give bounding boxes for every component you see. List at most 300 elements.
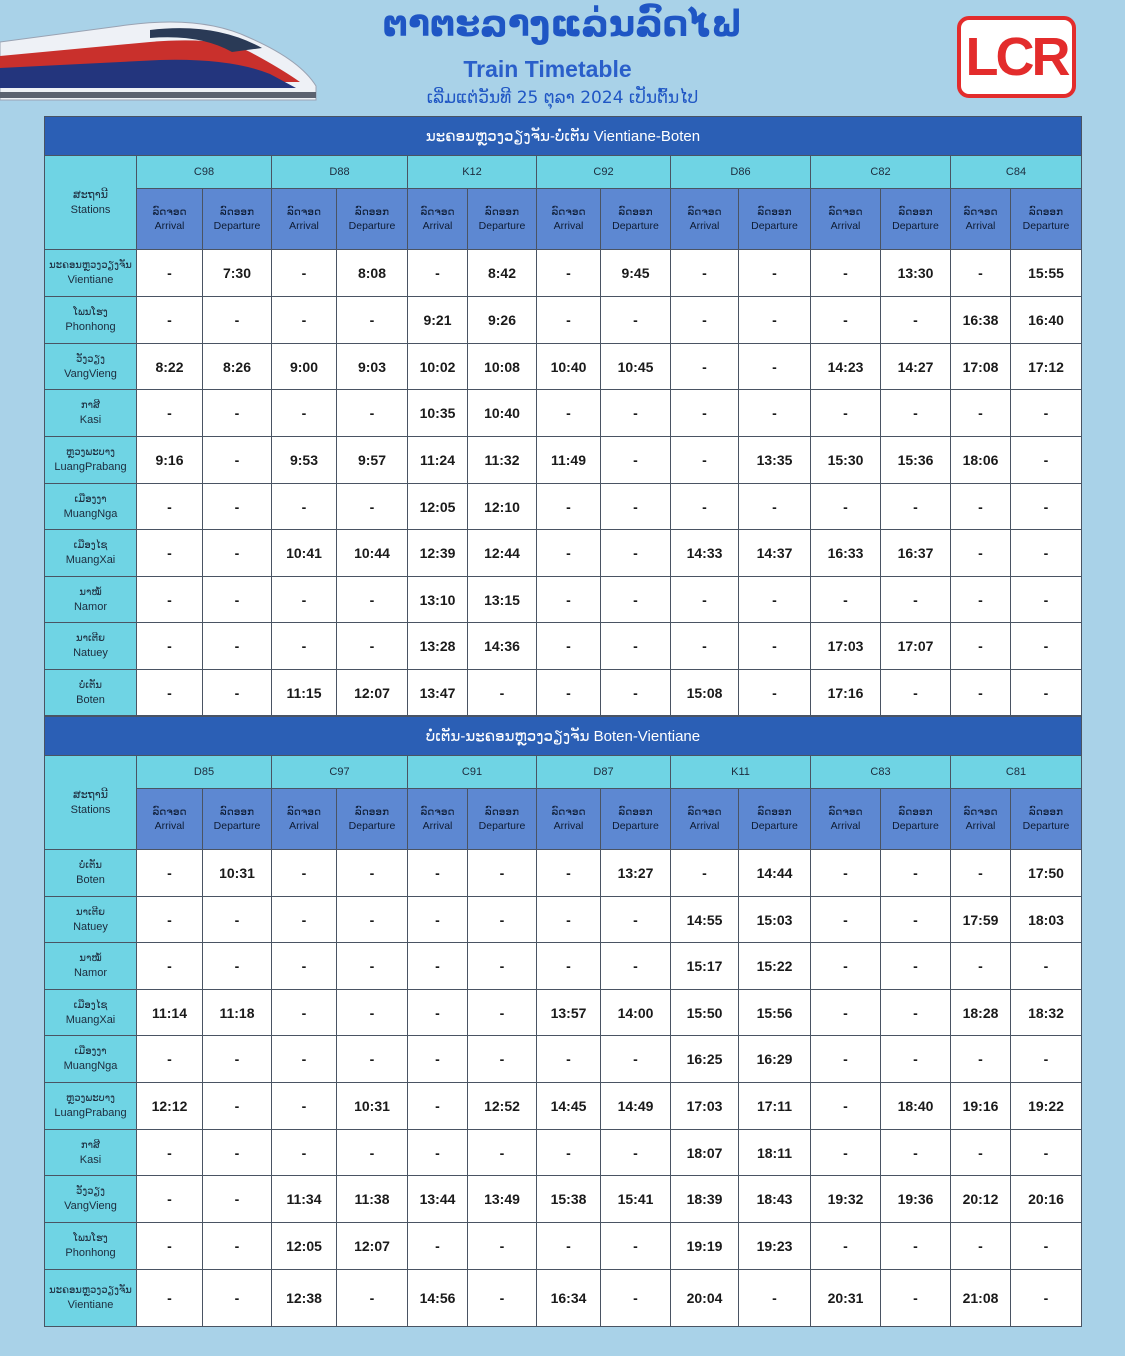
time-cell: 20:16 <box>1011 1176 1082 1223</box>
time-cell: 12:12 <box>137 1083 203 1130</box>
station-name-en: Natuey <box>73 647 108 659</box>
arrival-header <box>951 189 1011 250</box>
station-name <box>45 344 137 390</box>
time-cell: 18:43 <box>739 1176 811 1223</box>
time-cell: - <box>601 1036 671 1083</box>
table-row <box>45 943 1082 990</box>
time-cell: - <box>137 897 203 943</box>
station-name-en: Namor <box>73 600 107 613</box>
station-name-lao: ໂພນໂຮງ <box>73 307 108 318</box>
time-cell: - <box>811 577 881 623</box>
time-cell: 15:55 <box>1011 250 1082 297</box>
time-cell: - <box>408 1130 468 1176</box>
time-cell: 10:08 <box>468 344 537 390</box>
time-cell: - <box>601 670 671 716</box>
time-cell: 19:23 <box>739 1223 811 1270</box>
time-cell: 10:35 <box>408 390 468 437</box>
station-name-en: MuangNga <box>63 1060 118 1072</box>
departure-label-lao: ລົດອອກ <box>618 806 653 818</box>
arrival-label-en: Arrival <box>422 220 453 232</box>
time-cell: - <box>601 484 671 530</box>
time-cell: 18:28 <box>951 990 1011 1036</box>
table-row <box>45 530 1082 577</box>
title-english: Train Timetable <box>463 56 632 82</box>
train-number: C97 <box>272 756 408 789</box>
time-cell: - <box>537 670 601 716</box>
table-row <box>45 1130 1082 1176</box>
departure-label-en: Departure <box>892 220 939 232</box>
time-cell: - <box>203 484 272 530</box>
time-cell: - <box>601 297 671 344</box>
departure-header <box>739 189 811 250</box>
arrival-header <box>137 189 203 250</box>
departure-header <box>1011 789 1082 850</box>
arrival-label-lao: ລົດຈອດ <box>963 806 998 818</box>
station-name-lao: ເມືອງໄຊ <box>73 540 108 551</box>
time-cell: - <box>601 1130 671 1176</box>
departure-header <box>601 189 671 250</box>
time-cell: - <box>671 484 739 530</box>
departure-label-lao: ລົດອອກ <box>354 206 390 218</box>
station-name-lao: ຫຼວງພະບາງ <box>66 447 115 458</box>
departure-header <box>468 189 537 250</box>
station-name <box>45 990 137 1036</box>
time-cell: - <box>811 897 881 943</box>
section-title: ນະຄອນຫຼວງວຽງຈັນ-ບໍ່ເຕັນ Vientiane-Boten <box>45 117 1082 156</box>
time-cell: - <box>272 897 337 943</box>
time-cell: - <box>408 250 468 297</box>
arrival-label-en: Arrival <box>289 220 319 232</box>
time-cell: - <box>337 1270 408 1327</box>
time-cell: - <box>951 850 1011 897</box>
station-name-lao: ບໍ່ເຕັນ <box>78 679 102 691</box>
departure-header <box>337 189 408 250</box>
arrival-label-lao: ລົດຈອດ <box>152 206 187 218</box>
time-cell: - <box>951 1223 1011 1270</box>
table-row <box>45 670 1082 716</box>
table-row <box>45 484 1082 530</box>
station-name <box>45 297 137 344</box>
time-cell: 18:39 <box>671 1176 739 1223</box>
time-cell: - <box>951 1036 1011 1083</box>
time-cell: 14:56 <box>408 1270 468 1327</box>
time-cell: - <box>951 577 1011 623</box>
station-name-en: Namor <box>73 967 107 979</box>
time-cell: 14:45 <box>537 1083 601 1130</box>
time-cell: - <box>337 850 408 897</box>
time-cell: - <box>203 943 272 990</box>
time-cell: - <box>951 623 1011 670</box>
time-cell: 16:33 <box>811 530 881 577</box>
time-cell: 16:40 <box>1011 297 1082 344</box>
time-cell: 12:52 <box>468 1083 537 1130</box>
time-cell: - <box>811 484 881 530</box>
time-cell: - <box>671 577 739 623</box>
table-row <box>45 437 1082 484</box>
station-name-lao: ນາເຕີຍ <box>75 906 106 918</box>
time-cell: - <box>1011 1130 1082 1176</box>
station-name-lao: ນາໝໍ້ <box>79 953 102 964</box>
time-cell: 17:03 <box>671 1083 739 1130</box>
station-name-lao: ນາໝໍ້ <box>79 586 102 598</box>
arrival-header <box>408 789 468 850</box>
time-cell: - <box>408 897 468 943</box>
time-cell: - <box>537 390 601 437</box>
time-cell: - <box>537 297 601 344</box>
time-cell: - <box>1011 670 1082 716</box>
time-cell: 14:00 <box>601 990 671 1036</box>
station-name-en: MuangXai <box>65 554 116 566</box>
time-cell: - <box>272 1083 337 1130</box>
time-cell: 17:16 <box>811 670 881 716</box>
arrival-label-lao: ລົດຈອດ <box>687 206 722 218</box>
time-cell: - <box>408 990 468 1036</box>
time-cell: 15:38 <box>537 1176 601 1223</box>
time-cell: 18:11 <box>739 1130 811 1176</box>
train-number: D86 <box>671 156 811 189</box>
time-cell: - <box>811 297 881 344</box>
station-name-en: MuangNga <box>63 507 118 520</box>
time-cell: - <box>601 530 671 577</box>
time-cell: - <box>272 990 337 1036</box>
arrival-label-en: Arrival <box>830 820 861 832</box>
timetable-boten-vientiane <box>44 716 1082 1327</box>
time-cell: - <box>537 850 601 897</box>
time-cell: - <box>203 577 272 623</box>
station-name-en: Phonhong <box>65 1247 116 1259</box>
station-name-lao: ນາເຕີຍ <box>75 633 106 644</box>
time-cell: 15:22 <box>739 943 811 990</box>
time-cell: - <box>537 623 601 670</box>
time-cell: 17:08 <box>951 344 1011 390</box>
stations-header <box>45 756 137 850</box>
time-cell: - <box>881 297 951 344</box>
departure-label-lao: ລົດອອກ <box>1028 806 1064 818</box>
time-cell: - <box>881 897 951 943</box>
time-cell: - <box>671 850 739 897</box>
arrival-label-lao: ລົດຈອດ <box>152 806 187 818</box>
time-cell: - <box>337 1036 408 1083</box>
stations-label-lao: ສະຖານີ <box>73 788 108 801</box>
time-cell: 9:45 <box>601 250 671 297</box>
time-cell: - <box>951 670 1011 716</box>
time-cell: 8:42 <box>468 250 537 297</box>
table-row <box>45 897 1082 943</box>
time-cell: 14:36 <box>468 623 537 670</box>
time-cell: 14:23 <box>811 344 881 390</box>
time-cell: - <box>337 297 408 344</box>
stations-label-en: Stations <box>70 203 111 216</box>
departure-header <box>203 189 272 250</box>
time-cell: 12:07 <box>337 1223 408 1270</box>
time-cell: 10:31 <box>203 850 272 897</box>
arrival-label-en: Arrival <box>422 820 453 832</box>
time-cell: - <box>272 943 337 990</box>
station-name-lao: ກາສີ <box>80 400 101 411</box>
time-cell: - <box>137 1223 203 1270</box>
time-cell: - <box>468 990 537 1036</box>
train-number: D85 <box>137 756 272 789</box>
effective-date: ເລີ່ມແຕ່ວັນທີ 25 ຕຸລາ 2024 ເປັນຕົ້ນໄປ <box>426 88 699 108</box>
time-cell: 12:07 <box>337 670 408 716</box>
time-cell: - <box>811 990 881 1036</box>
station-name-lao: ເມືອງງາ <box>74 493 107 505</box>
departure-label-lao: ລົດອອກ <box>898 206 933 218</box>
time-cell: - <box>811 1036 881 1083</box>
time-cell: - <box>408 943 468 990</box>
station-name-en: Natuey <box>73 920 108 933</box>
time-cell: - <box>811 850 881 897</box>
arrival-header <box>137 789 203 850</box>
station-name-en: Vientiane <box>67 1299 114 1311</box>
train-number: C92 <box>537 156 671 189</box>
arrival-label-en: Arrival <box>553 220 584 232</box>
time-cell: - <box>203 1036 272 1083</box>
time-cell: - <box>137 670 203 716</box>
time-cell: - <box>739 484 811 530</box>
station-name <box>45 437 137 484</box>
station-name <box>45 1176 137 1223</box>
time-cell: 11:15 <box>272 670 337 716</box>
time-cell: 12:05 <box>408 484 468 530</box>
time-cell: 11:14 <box>137 990 203 1036</box>
time-cell: 15:50 <box>671 990 739 1036</box>
departure-label-en: Departure <box>1022 820 1070 832</box>
stations-label-lao: ສະຖານີ <box>73 188 108 201</box>
departure-header <box>881 789 951 850</box>
station-name-en: Boten <box>76 874 105 886</box>
time-cell: - <box>811 390 881 437</box>
time-cell: 20:12 <box>951 1176 1011 1223</box>
time-cell: 13:15 <box>468 577 537 623</box>
station-name <box>45 623 137 670</box>
table-row <box>45 850 1082 897</box>
arrival-header <box>408 189 468 250</box>
time-cell: 15:56 <box>739 990 811 1036</box>
train-number: C82 <box>811 156 951 189</box>
time-cell: - <box>739 297 811 344</box>
time-cell: 19:32 <box>811 1176 881 1223</box>
lcr-logo: LCR <box>957 16 1076 98</box>
time-cell: - <box>272 297 337 344</box>
time-cell: - <box>337 390 408 437</box>
time-cell: 15:08 <box>671 670 739 716</box>
time-cell: - <box>671 390 739 437</box>
time-cell: - <box>1011 1036 1082 1083</box>
time-cell: - <box>671 437 739 484</box>
station-name-lao: ນະຄອນຫຼວງວຽງຈັນ <box>49 260 132 271</box>
arrival-label-lao: ລົດຈອດ <box>420 206 455 218</box>
train-number: C83 <box>811 756 951 789</box>
arrival-header <box>811 789 881 850</box>
time-cell: 16:25 <box>671 1036 739 1083</box>
time-cell: - <box>537 484 601 530</box>
arrival-header <box>272 189 337 250</box>
arrival-header <box>671 189 739 250</box>
train-number: D88 <box>272 156 408 189</box>
departure-label-en: Departure <box>751 820 798 832</box>
time-cell: - <box>468 850 537 897</box>
time-cell: 13:30 <box>881 250 951 297</box>
time-cell: - <box>881 1223 951 1270</box>
time-cell: 10:44 <box>337 530 408 577</box>
train-number: D87 <box>537 756 671 789</box>
time-cell: 8:26 <box>203 344 272 390</box>
time-cell: - <box>272 390 337 437</box>
station-name-en: LuangPrabang <box>54 461 127 473</box>
time-cell: - <box>272 484 337 530</box>
time-cell: - <box>1011 484 1082 530</box>
station-name-en: Kasi <box>79 1153 102 1166</box>
time-cell: 10:40 <box>537 344 601 390</box>
departure-label-en: Departure <box>213 820 261 832</box>
time-cell: - <box>537 530 601 577</box>
arrival-label-en: Arrival <box>154 220 185 232</box>
departure-label-lao: ລົດອອກ <box>484 206 520 218</box>
time-cell: - <box>203 1083 272 1130</box>
table-row <box>45 1270 1082 1327</box>
time-cell: - <box>601 1223 671 1270</box>
table-row <box>45 1223 1082 1270</box>
time-cell: 16:29 <box>739 1036 811 1083</box>
time-cell: 15:03 <box>739 897 811 943</box>
arrival-header <box>671 789 739 850</box>
time-cell: - <box>601 1270 671 1327</box>
time-cell: - <box>137 943 203 990</box>
time-cell: - <box>137 297 203 344</box>
arrival-label-en: Arrival <box>830 220 861 232</box>
arrival-label-lao: ລົດຈອດ <box>420 806 455 818</box>
time-cell: 11:18 <box>203 990 272 1036</box>
arrival-header <box>951 789 1011 850</box>
arrival-header <box>272 789 337 850</box>
time-cell: - <box>537 897 601 943</box>
station-name-lao: ກາສີ <box>80 1139 101 1151</box>
station-name-en: Kasi <box>79 414 102 426</box>
time-cell: - <box>881 1130 951 1176</box>
time-cell: - <box>537 1223 601 1270</box>
departure-header <box>881 189 951 250</box>
time-cell: - <box>881 484 951 530</box>
timetable-vientiane-boten <box>44 116 1082 716</box>
departure-label-lao: ລົດອອກ <box>484 806 520 818</box>
time-cell: - <box>881 1036 951 1083</box>
station-name-lao: ວັງວຽງ <box>76 353 105 365</box>
time-cell: - <box>811 1130 881 1176</box>
time-cell: - <box>468 1130 537 1176</box>
time-cell: 13:28 <box>408 623 468 670</box>
time-cell: - <box>601 897 671 943</box>
time-cell: - <box>203 670 272 716</box>
time-cell: - <box>1011 1223 1082 1270</box>
time-cell: - <box>137 577 203 623</box>
time-cell: - <box>739 250 811 297</box>
time-cell: - <box>408 1083 468 1130</box>
time-cell: - <box>601 437 671 484</box>
time-cell: 17:11 <box>739 1083 811 1130</box>
time-cell: - <box>137 250 203 297</box>
time-cell: 14:44 <box>739 850 811 897</box>
station-name <box>45 530 137 577</box>
time-cell: - <box>408 850 468 897</box>
station-name <box>45 1130 137 1176</box>
time-cell: 11:34 <box>272 1176 337 1223</box>
station-name <box>45 250 137 297</box>
time-cell: 10:31 <box>337 1083 408 1130</box>
arrival-label-lao: ລົດຈອດ <box>687 806 722 818</box>
time-cell: - <box>601 943 671 990</box>
departure-label-en: Departure <box>348 220 396 232</box>
stations-header <box>45 156 137 250</box>
time-cell: - <box>739 623 811 670</box>
arrival-header <box>811 189 881 250</box>
time-cell: - <box>337 1130 408 1176</box>
time-cell: 18:03 <box>1011 897 1082 943</box>
station-name <box>45 484 137 530</box>
departure-label-lao: ລົດອອກ <box>219 206 255 218</box>
arrival-label-en: Arrival <box>553 820 584 832</box>
time-cell: 12:44 <box>468 530 537 577</box>
time-cell: 9:21 <box>408 297 468 344</box>
time-cell: - <box>739 390 811 437</box>
time-cell: 13:44 <box>408 1176 468 1223</box>
station-name <box>45 897 137 943</box>
time-cell: - <box>137 484 203 530</box>
time-cell: 13:57 <box>537 990 601 1036</box>
time-cell: 9:16 <box>137 437 203 484</box>
time-cell: 10:02 <box>408 344 468 390</box>
time-cell: 13:49 <box>468 1176 537 1223</box>
time-cell: - <box>337 943 408 990</box>
time-cell: - <box>337 577 408 623</box>
time-cell: - <box>1011 623 1082 670</box>
time-cell: - <box>881 577 951 623</box>
station-name-lao: ເມືອງໄຊ <box>73 999 108 1011</box>
time-cell: 18:40 <box>881 1083 951 1130</box>
time-cell: - <box>337 623 408 670</box>
time-cell: 10:41 <box>272 530 337 577</box>
time-cell: - <box>951 390 1011 437</box>
station-name-en: VangVieng <box>64 1200 117 1212</box>
station-name <box>45 850 137 897</box>
station-name-lao: ວັງວຽງ <box>76 1186 105 1197</box>
time-cell: 17:12 <box>1011 344 1082 390</box>
arrival-label-lao: ລົດຈອດ <box>963 206 998 218</box>
time-cell: - <box>137 390 203 437</box>
arrival-header <box>537 189 601 250</box>
time-cell: 12:05 <box>272 1223 337 1270</box>
time-cell: - <box>601 623 671 670</box>
station-name-en: Vientiane <box>67 274 114 286</box>
time-cell: - <box>337 897 408 943</box>
time-cell: - <box>203 1223 272 1270</box>
time-cell: 11:32 <box>468 437 537 484</box>
time-cell: 9:00 <box>272 344 337 390</box>
train-number: K12 <box>408 156 537 189</box>
time-cell: 15:41 <box>601 1176 671 1223</box>
departure-label-en: Departure <box>612 220 659 232</box>
time-cell: 11:49 <box>537 437 601 484</box>
departure-label-en: Departure <box>892 820 939 832</box>
departure-header <box>601 789 671 850</box>
time-cell: - <box>272 577 337 623</box>
time-cell: 19:19 <box>671 1223 739 1270</box>
station-name-en: VangVieng <box>64 367 117 380</box>
time-cell: 8:22 <box>137 344 203 390</box>
station-name-en: MuangXai <box>65 1013 116 1026</box>
table-row <box>45 623 1082 670</box>
time-cell: - <box>811 943 881 990</box>
